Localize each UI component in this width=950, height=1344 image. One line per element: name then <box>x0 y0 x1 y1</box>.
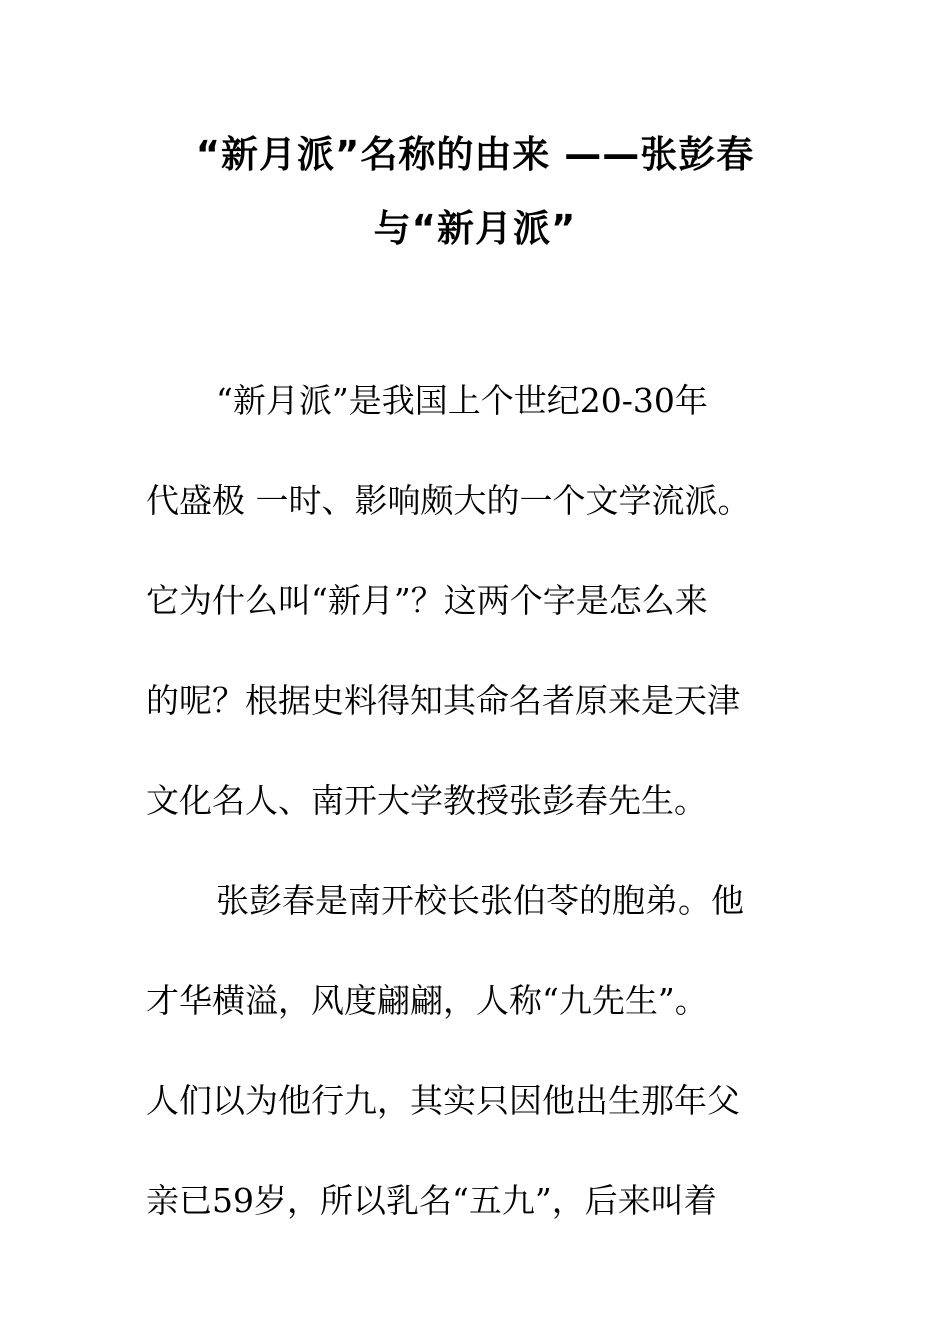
body-text-line: 代盛极 一时、影响颇大的一个文学流派。 <box>146 481 751 520</box>
body-text-line: 张彭春是南开校长张伯苓的胞弟。他 <box>216 881 744 920</box>
body-text-line: 的呢？根据史料得知其命名者原来是天津 <box>146 681 740 720</box>
body-text-line: 人们以为他行九，其实只因他出生那年父 <box>146 1081 740 1120</box>
body-text-line: 它为什么叫“新月”？这两个字是怎么来 <box>146 581 708 620</box>
body-text-line: 文化名人、南开大学教授张彭春先生。 <box>146 781 707 820</box>
body-text-line: “新月派”是我国上个世纪20-30年 <box>216 381 708 420</box>
document-title-line-1: “新月派”名称的由来 ——张彭春 <box>195 133 755 176</box>
body-text-line: 亲已59岁，所以乳名“五九”，后来叫着 <box>146 1181 717 1220</box>
body-text-line: 才华横溢，风度翩翩，人称“九先生”。 <box>146 981 708 1020</box>
document-title-line-2: 与“新月派” <box>373 207 577 250</box>
